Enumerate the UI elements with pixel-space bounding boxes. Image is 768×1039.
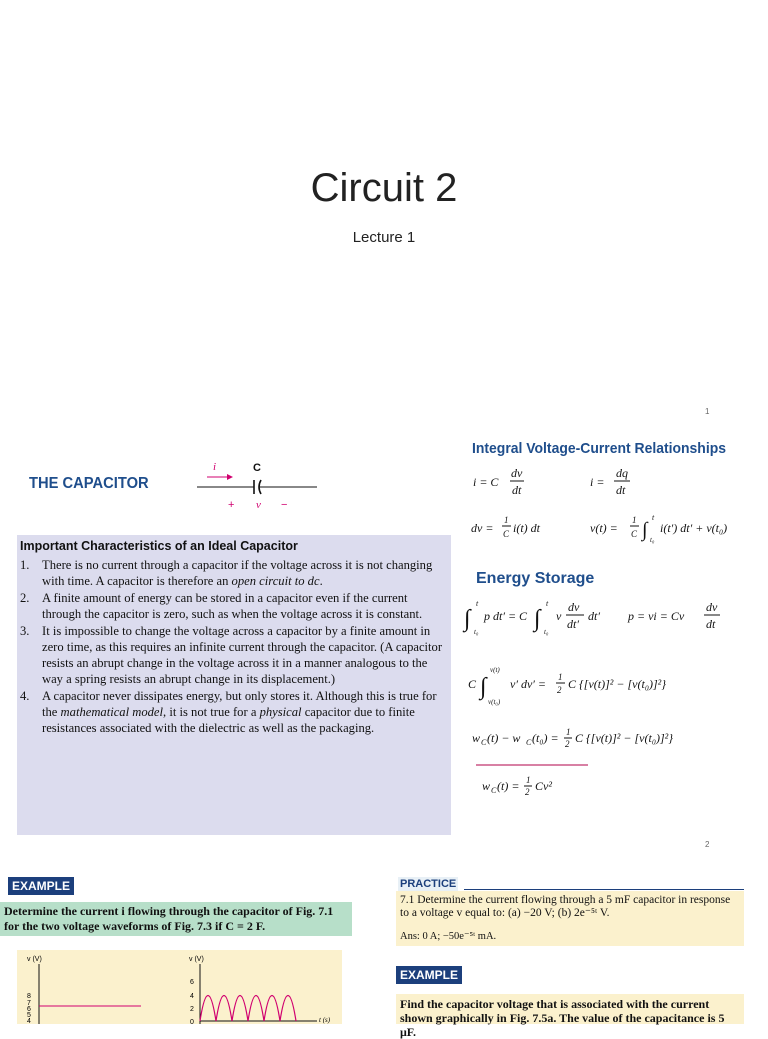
characteristics-box — [17, 535, 451, 835]
svg-text:6: 6 — [27, 1006, 31, 1013]
svg-text:v(t) =: v(t) = — [590, 521, 618, 535]
example-tag: EXAMPLE — [8, 877, 74, 895]
svg-text:4: 4 — [190, 993, 194, 1000]
svg-text:t₀: t₀ — [544, 628, 549, 636]
waveform-plots — [17, 950, 342, 1024]
capacitor-title: THE CAPACITOR — [29, 475, 149, 492]
svg-text:t₀: t₀ — [474, 628, 479, 636]
example2-text: Find the capacitor voltage that is associated with the current shown graphically in Fig. 7.5a. The value of the capacitance is 5 μF. — [396, 994, 744, 1024]
capacitor-symbol-icon — [195, 458, 325, 514]
svg-text:4: 4 — [27, 1018, 31, 1025]
practice-text: 7.1 Determine the current flowing through a 5 mF capacitor in response to a voltage v equal to: (a) −20 V; (b) 2e⁻⁵ᵗ V. — [396, 891, 744, 946]
svg-text:2: 2 — [557, 685, 562, 695]
svg-text:dv: dv — [511, 466, 523, 480]
svg-text:C: C — [468, 677, 477, 691]
svg-text:C: C — [526, 738, 532, 747]
svg-text:2: 2 — [565, 739, 570, 749]
practice-divider — [464, 889, 744, 890]
svg-text:(t) =: (t) = — [497, 779, 520, 793]
svg-text:p = vi = Cv: p = vi = Cv — [628, 609, 685, 623]
svg-text:t: t — [652, 513, 655, 522]
svg-text:dt′: dt′ — [588, 609, 600, 623]
svg-text:dt: dt — [706, 617, 716, 631]
svg-text:1: 1 — [558, 672, 563, 682]
svg-text:2: 2 — [190, 1006, 194, 1013]
svg-text:C: C — [491, 786, 497, 795]
svg-text:Cv²: Cv² — [535, 779, 552, 793]
svg-text:dv: dv — [706, 600, 718, 614]
x-axis-label: t (s) — [319, 1016, 331, 1024]
example2-tag: EXAMPLE — [396, 966, 462, 984]
svg-text:1: 1 — [632, 515, 637, 525]
svg-text:dt: dt — [616, 483, 626, 497]
example1-text: Determine the current i flowing through the capacitor of Fig. 7.1 for the two voltage waveforms of Fig. 7.3 if C = 2 F. — [0, 902, 352, 936]
svg-text:p dt′ = C: p dt′ = C — [484, 609, 528, 623]
integral-relationships-title: Integral Voltage-Current Relationships — [472, 440, 726, 457]
symbol-current-label: i — [213, 461, 217, 473]
svg-text:i = C: i = C — [473, 475, 499, 489]
left-y-label: v (V) — [27, 956, 42, 963]
svg-text:8: 8 — [27, 993, 31, 1000]
svg-text:1: 1 — [504, 515, 509, 525]
svg-text:dt: dt — [512, 483, 522, 497]
svg-text:v: v — [556, 609, 562, 623]
svg-text:2: 2 — [525, 787, 530, 797]
symbol-cap-label: C — [253, 462, 261, 474]
characteristics-heading: Important Characteristics of an Ideal Capacitor — [20, 539, 298, 553]
svg-text:C: C — [503, 529, 510, 539]
svg-text:∫: ∫ — [642, 519, 648, 541]
energy-equations — [462, 592, 762, 802]
svg-text:i(t′) dt′ + v(t₀): i(t′) dt′ + v(t₀) — [660, 521, 728, 535]
symbol-plus: + — [228, 499, 235, 511]
svg-text:t₀: t₀ — [650, 536, 655, 544]
right-y-label: v (V) — [189, 956, 204, 963]
svg-text:∫: ∫ — [480, 674, 487, 700]
svg-text:v(t₀): v(t₀) — [488, 698, 501, 706]
svg-text:v(t): v(t) — [490, 666, 500, 674]
svg-text:C {[v(t)]² − [v(t₀)]²}: C {[v(t)]² − [v(t₀)]²} — [568, 677, 667, 691]
integral-equations — [468, 462, 758, 552]
svg-text:dv =: dv = — [471, 521, 494, 535]
waveform-plot-svg — [17, 950, 342, 1024]
energy-storage-title: Energy Storage — [476, 570, 595, 587]
practice-tag: PRACTICE — [400, 878, 457, 890]
practice-answer: Ans: 0 A; −50e⁻⁵ᵗ mA. — [400, 931, 497, 942]
svg-text:(t₀) =: (t₀) = — [532, 731, 559, 745]
svg-text:C {[v(t)]² − [v(t₀)]²}: C {[v(t)]² − [v(t₀)]²} — [575, 731, 674, 745]
svg-text:1: 1 — [566, 727, 571, 737]
svg-text:5: 5 — [27, 1012, 31, 1019]
svg-text:7: 7 — [27, 1000, 31, 1007]
slide1-page-number: 1 — [705, 407, 710, 416]
svg-text:∫: ∫ — [534, 606, 541, 632]
svg-text:(t) − w: (t) − w — [487, 731, 521, 745]
list-item: 1. There is no current through a capacitor if the voltage across it is not changing with time. A capacitor is therefore an open circuit to dc. — [20, 558, 433, 588]
list-item: 2. A finite amount of energy can be stored in a capacitor even if the current through the capacitor is zero, such as when the voltage across it is constant. — [20, 591, 423, 621]
characteristics-list — [20, 557, 443, 736]
svg-text:dt′: dt′ — [567, 617, 579, 631]
symbol-v: v — [256, 499, 261, 511]
svg-text:1: 1 — [526, 775, 531, 785]
svg-text:∫: ∫ — [464, 606, 471, 632]
svg-text:dv: dv — [568, 600, 580, 614]
list-item: 4. A capacitor never dissipates energy, but only stores it. Although this is true for the mathematical model, it is not true for a physical capacitor due to finite resistances associated with the dielectric as well as the packaging. — [20, 689, 437, 735]
svg-text:i =: i = — [590, 475, 605, 489]
slide2-page-number: 2 — [705, 840, 710, 849]
list-item: 3. It is impossible to change the voltage across a capacitor by a finite amount in zero time, as this requires an infinite current through the capacitor. (A capacitor resists an abrupt change in the voltage across it in a manner analogous to the way a spring resists an abrupt change in its displacement.) — [20, 624, 443, 686]
svg-text:t: t — [546, 599, 549, 608]
svg-text:0: 0 — [190, 1019, 194, 1026]
svg-text:w: w — [472, 731, 481, 745]
slide1-title: Circuit 2 — [310, 166, 458, 210]
symbol-minus: − — [281, 499, 288, 511]
svg-text:C: C — [631, 529, 638, 539]
svg-text:i(t) dt: i(t) dt — [513, 521, 540, 535]
svg-text:6: 6 — [190, 979, 194, 986]
svg-text:v′ dv′ =: v′ dv′ = — [510, 677, 546, 691]
svg-text:t: t — [476, 599, 479, 608]
svg-text:w: w — [482, 779, 491, 793]
svg-text:C: C — [481, 738, 487, 747]
slide1-subtitle: Lecture 1 — [352, 229, 416, 246]
svg-text:dq: dq — [616, 466, 628, 480]
